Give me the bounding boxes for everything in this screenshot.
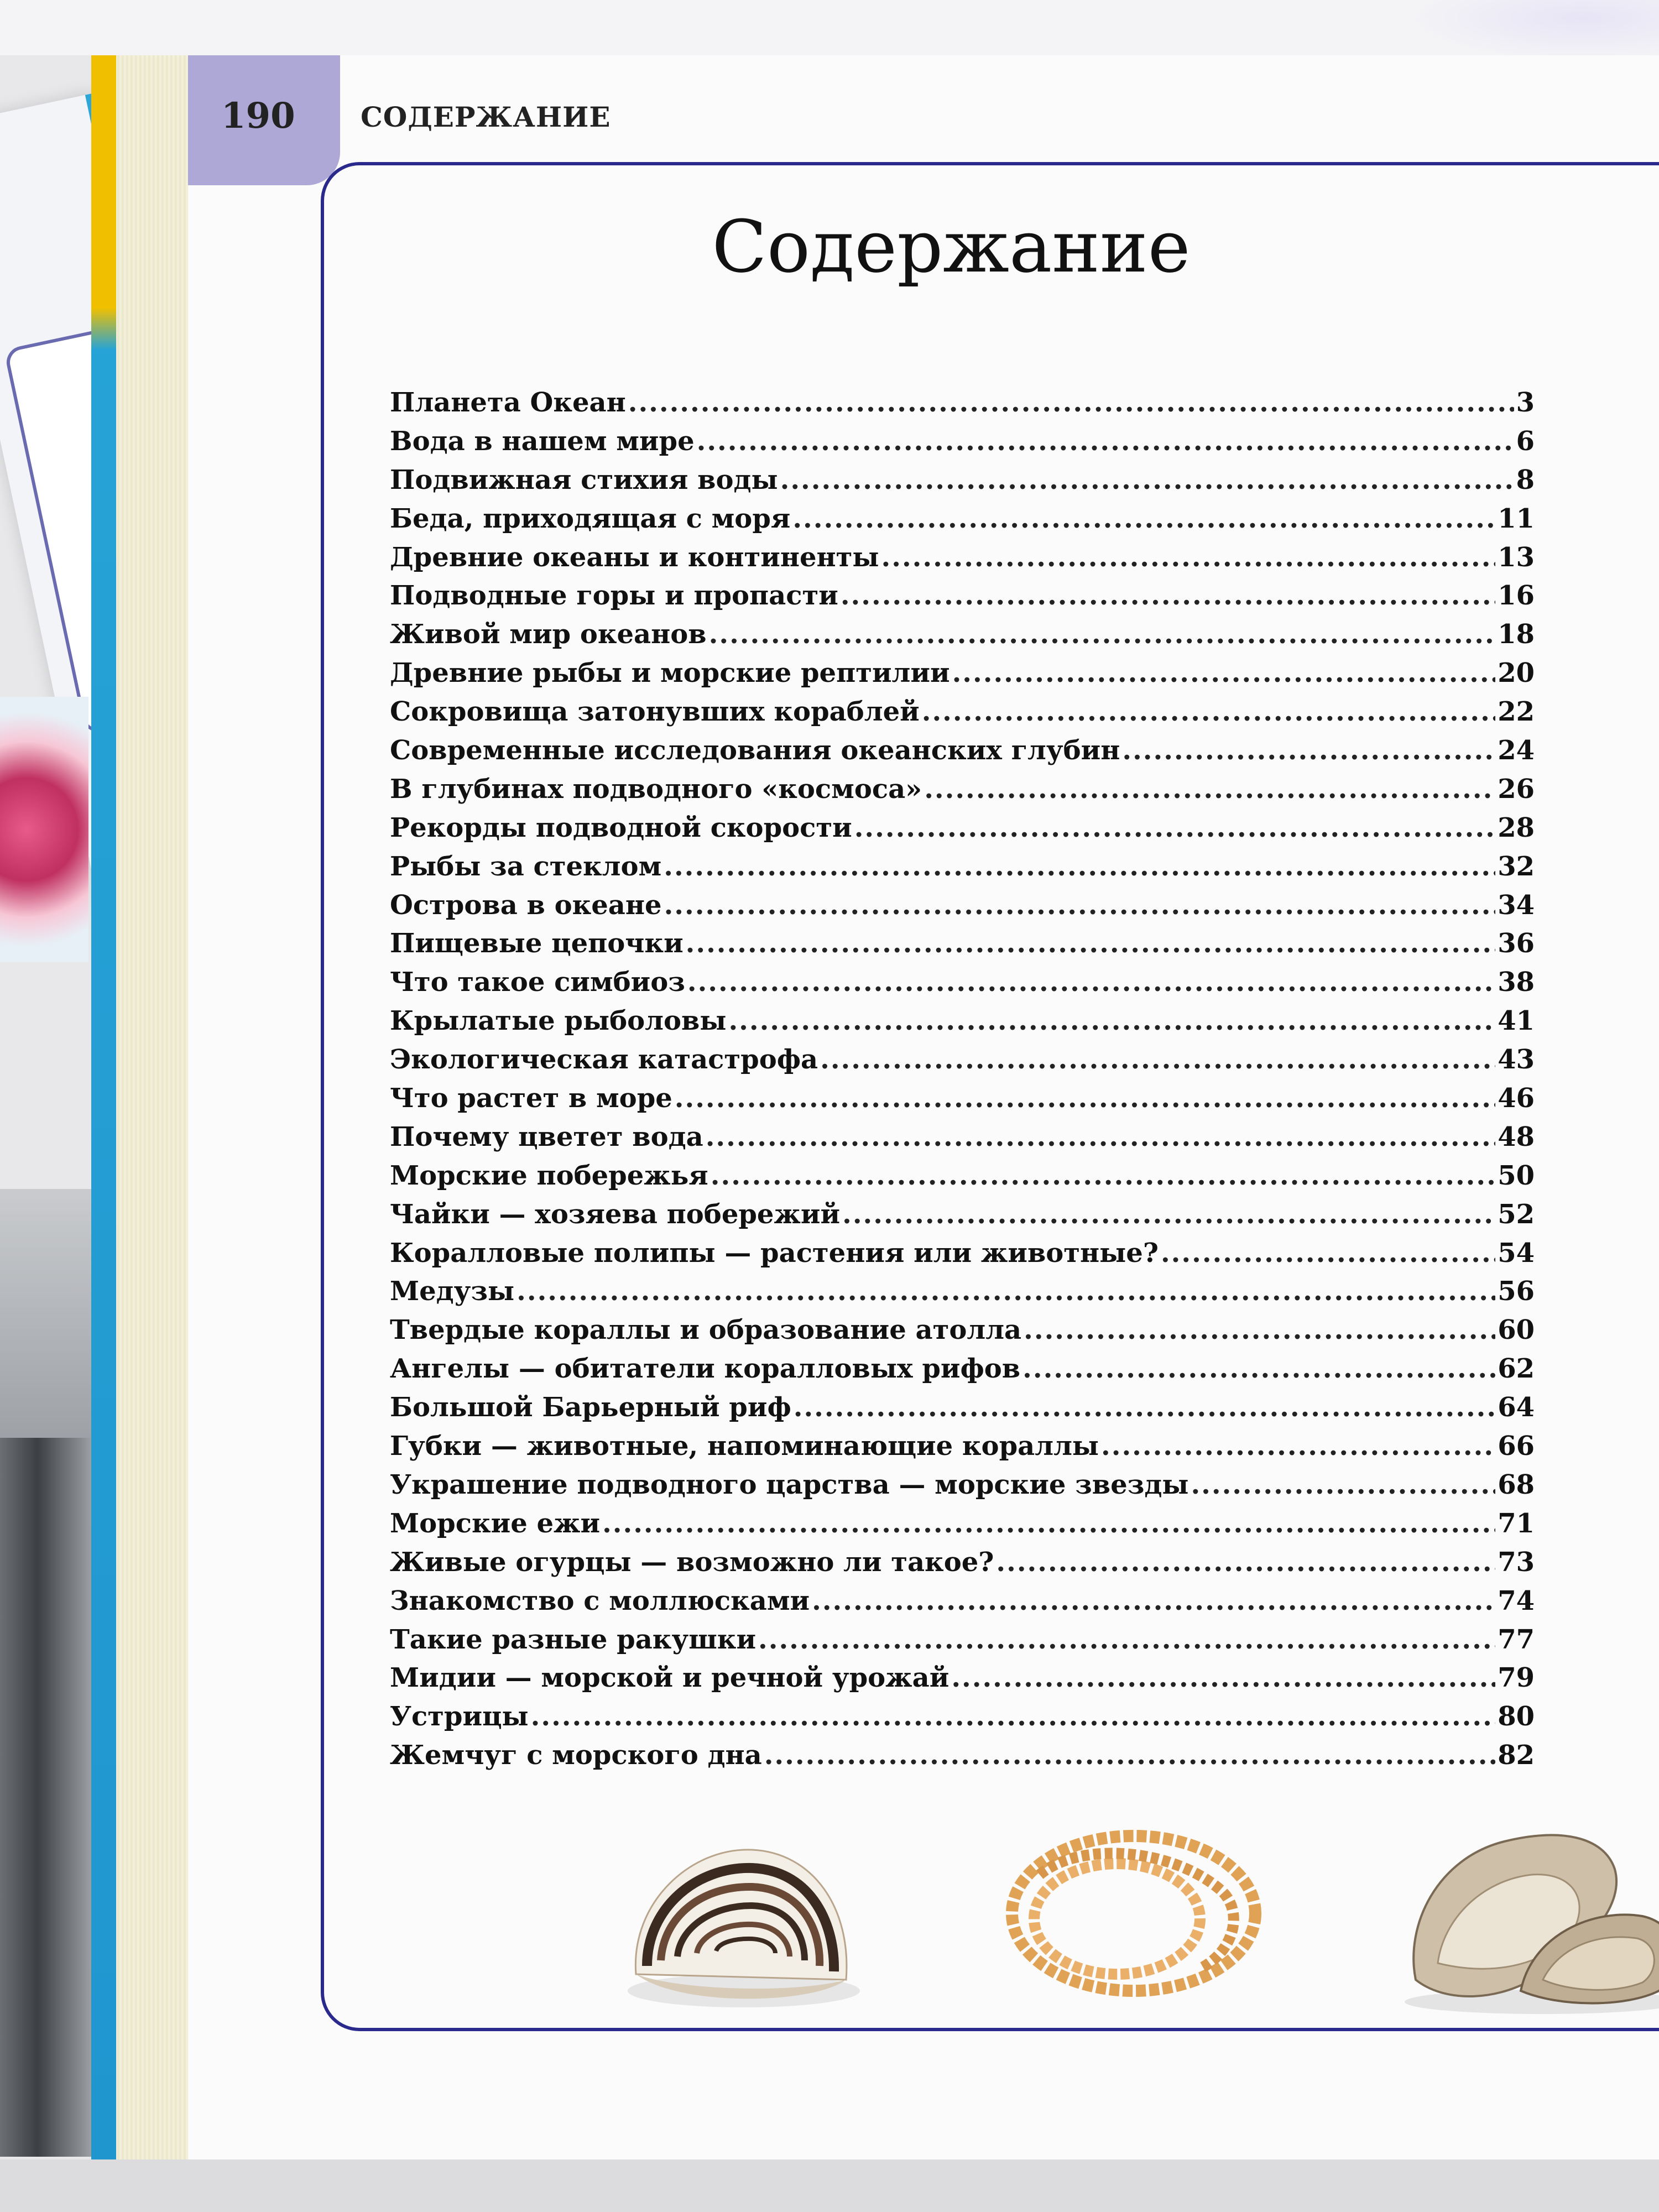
- toc-entry-title: Что такое симбиоз: [390, 967, 685, 998]
- toc-leader-dots: [794, 1392, 1495, 1423]
- toc-entry-page: 36: [1498, 928, 1535, 959]
- toc-leader-dots: [1101, 1431, 1495, 1462]
- toc-entry-title: Морские ежи: [390, 1507, 601, 1539]
- book-page: [188, 55, 1659, 2159]
- toc-entry-title: Твердые кораллы и образование атолла: [390, 1314, 1022, 1346]
- toc-entry: [390, 1083, 1535, 1121]
- toc-entry: [390, 1547, 1535, 1585]
- toc-entry-title: В глубинах подводного «космоса»: [390, 773, 922, 805]
- toc-entry-page: 26: [1498, 773, 1535, 805]
- toc-leader-dots: [924, 774, 1495, 805]
- toc-leader-dots: [531, 1701, 1496, 1732]
- toc-entry: [390, 774, 1535, 812]
- toc-leader-dots: [664, 851, 1495, 882]
- toc-leader-dots: [952, 658, 1496, 688]
- toc-leader-dots: [628, 387, 1514, 418]
- toc-leader-dots: [709, 619, 1496, 650]
- toc-entry-page: 68: [1498, 1469, 1535, 1500]
- toc-leader-dots: [854, 812, 1495, 843]
- toc-leader-dots: [728, 1005, 1495, 1036]
- toc-leader-dots: [820, 1044, 1495, 1075]
- toc-entry: [390, 1585, 1535, 1624]
- running-head: СОДЕРЖАНИЕ: [361, 101, 611, 133]
- toc-entry: [390, 1624, 1535, 1663]
- toc-entry: [390, 1662, 1535, 1701]
- toc-leader-dots: [792, 503, 1495, 534]
- toc-entry-title: Устрицы: [390, 1701, 529, 1733]
- background-glow: [1405, 0, 1659, 61]
- toc-entry: [390, 619, 1535, 658]
- toc-leader-dots: [842, 1199, 1495, 1230]
- toc-entry: [390, 1508, 1535, 1547]
- toc-entry: [390, 1469, 1535, 1508]
- toc-entry-page: 8: [1516, 464, 1535, 495]
- toc-entry: [390, 967, 1535, 1005]
- toc-entry-title: Что растет в море: [390, 1083, 672, 1114]
- toc-entry: [390, 1005, 1535, 1044]
- toc-leader-dots: [881, 542, 1496, 573]
- toc-entry-title: Подводные горы и пропасти: [390, 580, 838, 612]
- toc-entry-title: Медузы: [390, 1276, 515, 1307]
- toc-entry: [390, 928, 1535, 967]
- toc-entry-title: Почему цветет вода: [390, 1121, 703, 1152]
- toc-entry-page: 13: [1498, 541, 1535, 573]
- toc-leader-dots: [1024, 1314, 1495, 1345]
- toc-entry-page: 6: [1516, 425, 1535, 457]
- toc-entry-page: 54: [1498, 1237, 1535, 1269]
- toc-entry: [390, 658, 1535, 696]
- toc-entry: [390, 1392, 1535, 1431]
- toc-entry-page: 11: [1498, 503, 1535, 534]
- toc-entry: [390, 890, 1535, 928]
- toc-entry-page: 71: [1498, 1507, 1535, 1539]
- toc-entry-page: 48: [1498, 1121, 1535, 1152]
- toc-entry-title: Подвижная стихия воды: [390, 464, 778, 495]
- toc-entry-title: Экологическая катастрофа: [390, 1044, 818, 1076]
- toc-leader-dots: [517, 1276, 1495, 1307]
- toc-entry-title: Мидии — морской и речной урожай: [390, 1662, 950, 1694]
- toc-entry-page: 46: [1498, 1083, 1535, 1114]
- toc-entry: [390, 1701, 1535, 1740]
- toc-leader-dots: [780, 465, 1514, 495]
- toc-entry-page: 66: [1498, 1431, 1535, 1462]
- toc-leader-dots: [711, 1160, 1495, 1191]
- toc-entry-title: Крылатые рыболовы: [390, 1005, 727, 1037]
- toc-entry: [390, 1121, 1535, 1160]
- toc-entry: [390, 1199, 1535, 1238]
- toc-leader-dots: [706, 1121, 1496, 1152]
- toc-entry: [390, 1044, 1535, 1083]
- toc-entry-title: Древние рыбы и морские рептилии: [390, 658, 950, 689]
- toc-entry: [390, 1353, 1535, 1392]
- toc-entry: [390, 542, 1535, 581]
- toc-entry-title: Рыбы за стеклом: [390, 851, 662, 882]
- toc-entry-title: Украшение подводного царства — морские звезды: [390, 1469, 1189, 1500]
- toc-entry-page: 41: [1498, 1005, 1535, 1037]
- toc-entry-title: Живой мир океанов: [390, 619, 707, 650]
- sea-shell-icon: [614, 1825, 868, 2013]
- toc-leader-dots: [922, 696, 1495, 727]
- table-of-contents: [390, 387, 1535, 1778]
- toc-entry-title: Планета Океан: [390, 387, 626, 418]
- toc-entry-page: 60: [1498, 1314, 1535, 1346]
- toc-entry: [390, 851, 1535, 890]
- toc-entry-title: Живые огурцы — возможно ли такое?: [390, 1546, 994, 1578]
- toc-entry-title: Чайки — хозяева побережий: [390, 1198, 841, 1230]
- toc-entry-title: Такие разные ракушки: [390, 1624, 757, 1655]
- toc-entry: [390, 503, 1535, 542]
- toc-entry-page: 3: [1516, 387, 1535, 418]
- amber-beads-icon: [990, 1808, 1277, 2013]
- toc-leader-dots: [1191, 1469, 1495, 1500]
- toc-leader-dots: [602, 1508, 1495, 1539]
- toc-entry-page: 80: [1498, 1701, 1535, 1733]
- toc-leader-dots: [1122, 735, 1495, 766]
- toc-entry-title: Сокровища затонувших кораблей: [390, 696, 920, 728]
- toc-entry-page: 16: [1498, 580, 1535, 612]
- toc-entry-title: Вода в нашем мире: [390, 425, 695, 457]
- toc-entry-page: 62: [1498, 1353, 1535, 1385]
- toc-entry: [390, 387, 1535, 426]
- toc-entry: [390, 1160, 1535, 1199]
- toc-entry-page: 20: [1498, 658, 1535, 689]
- toc-leader-dots: [841, 580, 1495, 611]
- toc-entry: [390, 426, 1535, 465]
- toc-entry-page: 22: [1498, 696, 1535, 728]
- toc-leader-dots: [1161, 1238, 1495, 1269]
- toc-entry-title: Большой Барьерный риф: [390, 1392, 791, 1423]
- toc-entry-title: Современные исследования океанских глубин: [390, 735, 1120, 766]
- background-object-dark: [0, 1438, 94, 2157]
- toc-entry: [390, 1431, 1535, 1469]
- toc-entry: [390, 465, 1535, 503]
- page-number: 190: [221, 95, 295, 137]
- toc-leader-dots: [686, 928, 1496, 959]
- toc-entry-page: 77: [1498, 1624, 1535, 1655]
- toc-entry: [390, 580, 1535, 619]
- page-title: Содержание: [712, 205, 1191, 289]
- toc-leader-dots: [996, 1547, 1495, 1578]
- toc-entry: [390, 1276, 1535, 1314]
- toc-entry-page: 56: [1498, 1276, 1535, 1307]
- toc-entry-title: Древние океаны и континенты: [390, 541, 879, 573]
- toc-entry-page: 52: [1498, 1198, 1535, 1230]
- toc-entry: [390, 812, 1535, 851]
- toc-entry-title: Рекорды подводной скорости: [390, 812, 852, 843]
- sea-urchin-photo: [0, 697, 88, 962]
- toc-entry: [390, 1238, 1535, 1276]
- toc-leader-dots: [1022, 1353, 1495, 1384]
- toc-leader-dots: [675, 1083, 1495, 1114]
- toc-leader-dots: [664, 890, 1496, 921]
- toc-leader-dots: [758, 1624, 1495, 1655]
- toc-entry-page: 43: [1498, 1044, 1535, 1076]
- toc-leader-dots: [951, 1662, 1495, 1693]
- oyster-icon: [1394, 1814, 1659, 2018]
- page-edges: [116, 55, 188, 2159]
- background-object: [0, 1189, 94, 1443]
- toc-entry-page: 50: [1498, 1160, 1535, 1191]
- toc-leader-dots: [812, 1585, 1495, 1616]
- toc-entry-page: 79: [1498, 1662, 1535, 1694]
- toc-entry-page: 28: [1498, 812, 1535, 843]
- toc-entry-title: Пищевые цепочки: [390, 928, 684, 959]
- toc-entry: [390, 735, 1535, 774]
- toc-entry-page: 34: [1498, 889, 1535, 921]
- toc-entry-page: 82: [1498, 1740, 1535, 1771]
- toc-entry-title: Коралловые полипы — растения или животные?: [390, 1237, 1159, 1269]
- toc-entry-page: 18: [1498, 619, 1535, 650]
- toc-entry-title: Морские побережья: [390, 1160, 708, 1191]
- toc-entry-page: 24: [1498, 735, 1535, 766]
- book-spine: [91, 55, 116, 2159]
- toc-entry: [390, 1314, 1535, 1353]
- toc-entry: [390, 696, 1535, 735]
- toc-entry-page: 73: [1498, 1546, 1535, 1578]
- toc-entry-page: 74: [1498, 1585, 1535, 1616]
- toc-entry-title: Губки — животные, напоминающие кораллы: [390, 1431, 1099, 1462]
- toc-leader-dots: [697, 426, 1514, 457]
- toc-leader-dots: [687, 967, 1495, 998]
- toc-entry-page: 64: [1498, 1392, 1535, 1423]
- toc-entry-title: Жемчуг с морского дна: [390, 1740, 762, 1771]
- toc-entry-title: Ангелы — обитатели коралловых рифов: [390, 1353, 1021, 1385]
- toc-entry-title: Беда, приходящая с моря: [390, 503, 791, 534]
- toc-leader-dots: [764, 1740, 1496, 1771]
- toc-entry: [390, 1740, 1535, 1778]
- toc-entry-title: Острова в океане: [390, 889, 662, 921]
- background-floor: [0, 2159, 1659, 2212]
- toc-entry-page: 38: [1498, 967, 1535, 998]
- toc-entry-title: Знакомство с моллюсками: [390, 1585, 810, 1616]
- toc-entry-page: 32: [1498, 851, 1535, 882]
